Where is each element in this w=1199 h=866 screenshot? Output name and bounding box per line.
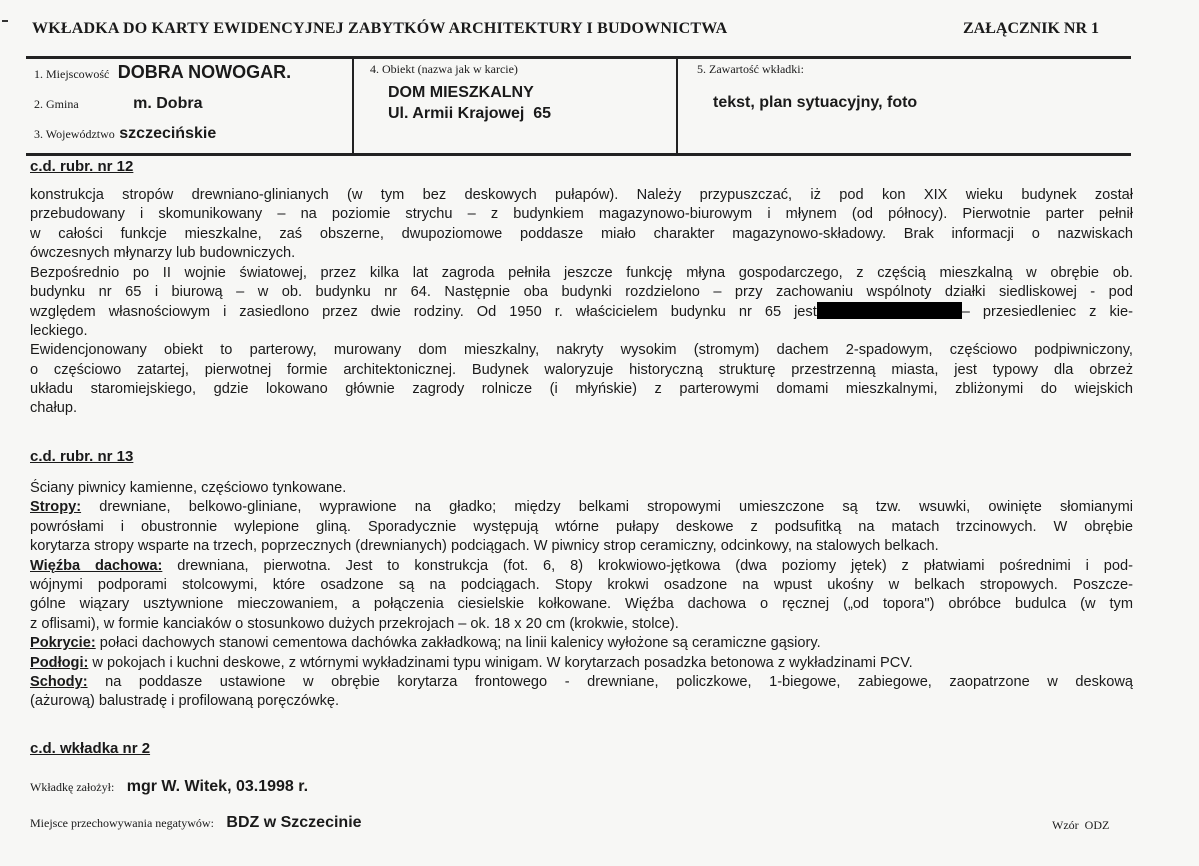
line-text: połaci dachowych stanowi cementowa dachówka zakładkową; na linii kalenicy wyłożone są ceramiczne gąsiory. xyxy=(95,635,821,652)
text-line xyxy=(30,692,1133,711)
line-text: chałup. xyxy=(30,400,78,417)
text-line xyxy=(30,322,1133,341)
document-title: WKŁADKA DO KARTY EWIDENCYJNEJ ZABYTKÓW ARCHITEKTURY I BUDOWNICTWA xyxy=(32,20,728,37)
text-line xyxy=(30,576,1133,595)
text-line xyxy=(30,380,1133,399)
line-text: w pokojach i kuchni deskowe, z wtórnymi wykładzinami typu winigam. W korytarzach posadzka betonowa z wykładzinami PCV. xyxy=(88,654,913,671)
field-label: 1. Miejscowość xyxy=(34,67,110,81)
insert-heading: c.d. wkładka nr 2 xyxy=(30,740,151,757)
subsection-label: Pokrycie: xyxy=(30,635,96,652)
field-label-obiekt: 4. Obiekt (nazwa jak w karcie) xyxy=(370,62,518,76)
header-top-rule xyxy=(26,56,1131,59)
section-heading-13: c.d. rubr. nr 13 xyxy=(30,448,134,465)
field-value: szczecińskie xyxy=(119,125,217,142)
line-text: gólne wiązary usztywnione mieczowaniem, a połączenia ciesielskie kołkowane. Więźba dachowa o ręcznej („od topora") obróbce budulca (w tym xyxy=(30,596,1133,613)
field-label: Miejsce przechowywania negatywów: xyxy=(30,816,214,830)
contents-value: tekst, plan sytuacyjny, foto xyxy=(713,94,918,111)
line-text: Ściany piwnicy kamienne, częściowo tynkowane. xyxy=(30,480,347,496)
column-divider xyxy=(676,58,678,154)
text-line xyxy=(30,479,1133,498)
object-address: Ul. Armii Krajowej 65 xyxy=(388,105,552,122)
line-text: – przesiedleniec z kie- xyxy=(961,304,1133,321)
text-line xyxy=(30,264,1133,283)
text-line xyxy=(30,186,1133,205)
subsection-label: Stropy: xyxy=(30,499,82,516)
line-text: drewniane, belkowo-gliniane, wyprawione na gładko; między belkami stropowymi umieszczone są tzw. wsuwki, owinięte słomianymi xyxy=(81,499,1133,516)
line-text: drewniana, pierwotna. Jest to konstrukcja (fot. 6, 8) krokwiowo-jętkowa (dwa poziomy jętek) z płatwiami pośrednimi i pod- xyxy=(162,557,1133,574)
object-name: DOM MIESZKALNY xyxy=(388,84,534,101)
text-line xyxy=(30,595,1133,614)
text-line xyxy=(30,673,1133,692)
storage-field xyxy=(30,814,362,832)
line-text: budynku nr 65 i biurową – w ob. budynku nr 64. Następnie oba budynki rozdzielono – przy zachowaniu wspólnoty działki siedliskowej - pod xyxy=(30,283,1133,300)
subsection-label: Schody: xyxy=(30,673,88,690)
line-text: układu staromiejskiego, gdzie lokowano głównie zagrody rolnicze (i młyńskie) z parterowymi domami mieszkalnymi, zbliżonymi do wiejskich xyxy=(30,380,1133,397)
section-12-body xyxy=(30,186,1133,419)
line-text: korytarza stropy wsparte na trzech, poprzecznych (drewnianych) podciągach. W piwnicy strop ceramiczny, odcinkowy, na stalowych belkach. xyxy=(30,538,939,555)
line-text: Ewidencjonowany obiekt to parterowy, murowany dom mieszkalny, nakryty wysokim (stromym) dachem 2-spadowym, częściowo podpiwniczony, xyxy=(30,342,1133,359)
line-text: Bezpośrednio po II wojnie światowej, przez kilka lat zagroda pełniła jeszcze funkcję młyna gospodarczego, z częścią mieszkalną w obrębie ob. xyxy=(30,264,1133,281)
section-heading-12: c.d. rubr. nr 12 xyxy=(30,158,134,175)
field-label: 3. Województwo xyxy=(34,127,115,141)
text-line xyxy=(30,518,1133,537)
author-field xyxy=(30,778,308,796)
line-text: konstrukcja stropów drewniano-glinianych (w tym bez deskowych pułapów). Należy przypuszczać, iż pod kon XIX wieku budynek został xyxy=(30,187,1133,203)
text-line xyxy=(30,399,1133,418)
line-text: z oflisami), w formie kanciaków o stosunkowo dużych przekrojach – ok. 18 x 20 cm (krokwie, stolce). xyxy=(30,615,679,632)
author-value: mgr W. Witek, 03.1998 r. xyxy=(126,778,309,795)
subsection-label: Podłogi: xyxy=(30,654,89,671)
annex-label: ZAŁĄCZNIK NR 1 xyxy=(963,20,1100,37)
line-text: (ażurową) balustradę i profilowaną poręczówkę. xyxy=(30,693,340,710)
field-value: m. Dobra xyxy=(133,95,203,112)
field-label: Wkładkę założył: xyxy=(30,780,115,794)
field-wojewodztwo xyxy=(34,125,216,143)
redaction-box xyxy=(817,302,962,319)
field-gmina xyxy=(34,95,202,113)
storage-value: BDZ w Szczecinie xyxy=(226,814,362,831)
header-bottom-rule xyxy=(26,153,1131,156)
text-line xyxy=(30,225,1133,244)
line-text: o częściowo zatartej, pierwotnej formie architektonicznej. Budynek waloryzuje historyczną strukturę przestrzenną miasta, jest typowy dla obrzeż xyxy=(30,361,1133,378)
line-text: ówczesnych młynarzy lub budowniczych. xyxy=(30,245,296,262)
text-line xyxy=(30,244,1133,263)
line-text: leckiego. xyxy=(30,322,88,339)
line-text: w całości funkcje mieszkalne, zaś obszerne, dwupoziomowe poddasze miało charakter magazynowo-składowy. Brak informacji o nazwiskach xyxy=(30,225,1133,242)
section-13-body xyxy=(30,479,1133,712)
text-line xyxy=(30,283,1133,302)
line-text: względem własnościowym i zasiedlono przez dwie rodziny. Od 1950 r. właścicielem budynku nr 65 jest xyxy=(30,304,817,321)
field-label: 2. Gmina xyxy=(34,97,79,111)
field-label-zawartosc: 5. Zawartość wkładki: xyxy=(697,62,804,76)
line-text: przebudowany i skomunikowany – na poziomie strychu – z budynkiem magazynowo-biurowym i młynem (od północy). Pierwotnie parter pełnił xyxy=(30,206,1133,223)
text-line xyxy=(30,557,1133,576)
text-line xyxy=(30,341,1133,360)
text-line xyxy=(30,498,1133,517)
text-line xyxy=(30,302,1133,321)
template-label: Wzór ODZ xyxy=(1052,818,1110,832)
subsection-label: Więźba dachowa: xyxy=(30,557,163,574)
column-divider xyxy=(352,58,354,154)
line-text: wójnymi podporami stolcowymi, które osadzone są na podciągach. Stopy krokwi osadzone na wpust ukośny w belkach stropowych. Poszcze- xyxy=(30,576,1133,593)
text-line xyxy=(30,361,1133,380)
field-value: DOBRA NOWOGAR. xyxy=(117,62,292,82)
line-text: powrósłami i obustronnie wylepione gliną. Sporadycznie występują wtórne pułapy deskowe z podsufitką na matach trzcinowych. W obrębie xyxy=(30,518,1133,535)
text-line xyxy=(30,205,1133,224)
text-line xyxy=(30,537,1133,556)
text-line xyxy=(30,634,1133,653)
margin-mark xyxy=(2,20,8,22)
line-text: na poddasze ustawione w obrębie korytarza frontowego - drewniane, policzkowe, 1-biegowe, zabiegowe, zaopatrzone w deskową xyxy=(87,673,1133,690)
text-line xyxy=(30,654,1133,673)
field-miejscowosc xyxy=(34,62,291,83)
text-line xyxy=(30,615,1133,634)
